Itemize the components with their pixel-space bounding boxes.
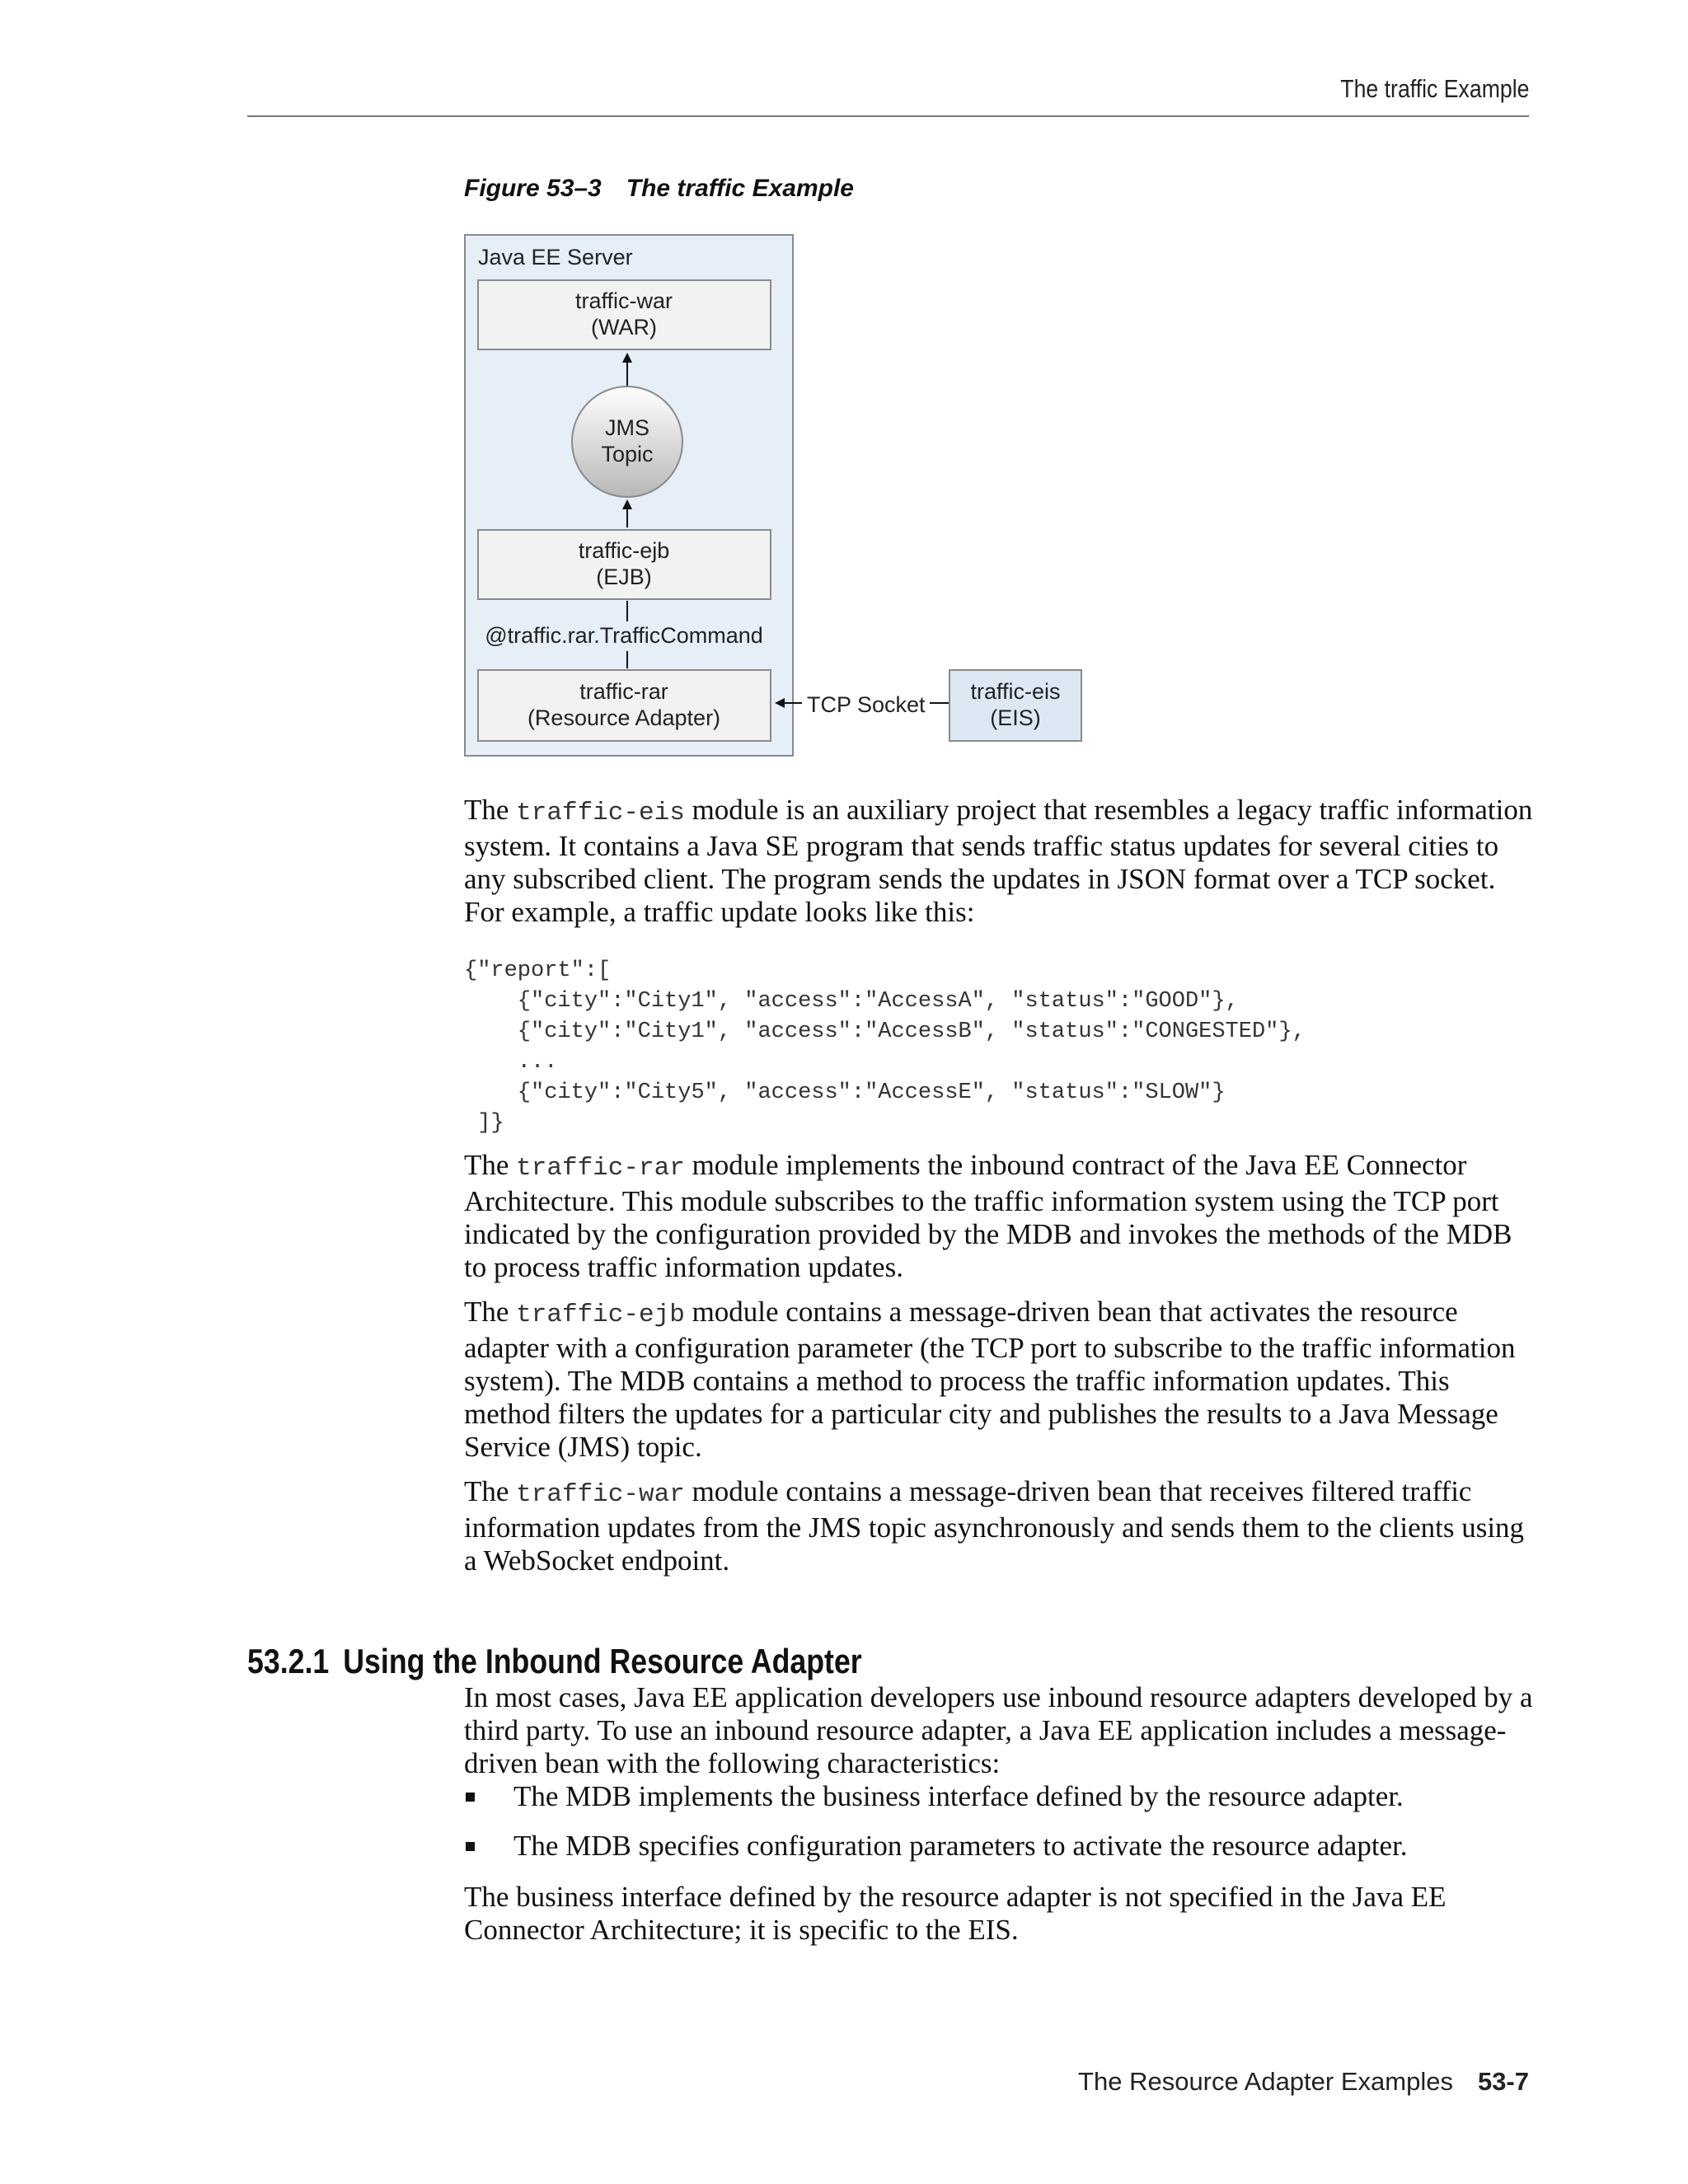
section-title: Using the Inbound Resource Adapter <box>343 1642 862 1680</box>
traffic-architecture-diagram <box>0 0 1688 791</box>
paragraph-traffic-war <box>464 1475 1536 1577</box>
code-traffic-eis: traffic-eis <box>516 799 685 827</box>
jms-topic-sphere <box>572 387 682 497</box>
rar-box-line1: traffic-rar <box>579 679 668 704</box>
page-number: 53-7 <box>1477 2067 1529 2096</box>
tcp-socket-label: TCP Socket <box>807 692 926 717</box>
p2-before: The <box>464 1149 517 1181</box>
page-footer <box>1078 2067 1529 2097</box>
list-item <box>464 1780 1536 1813</box>
bullet-text: The MDB specifies configuration parameters to activate the resource adapter. <box>513 1830 1408 1862</box>
paragraph-traffic-rar <box>464 1149 1536 1284</box>
traffic-eis-box <box>950 670 1081 741</box>
section-intro: In most cases, Java EE application developers use inbound resource adapters developed by a third party. To use an inbound resource adapter, a Java EE application includes a message-driven bean with the following characteristics: <box>464 1681 1533 1779</box>
code-traffic-rar: traffic-rar <box>516 1154 685 1183</box>
rar-box-line2: (Resource Adapter) <box>527 705 721 730</box>
jms-line1: JMS <box>605 415 649 440</box>
running-header: The traffic Example <box>1339 74 1529 103</box>
war-box-line1: traffic-war <box>574 288 673 313</box>
annotation-label: @traffic.rar.TrafficCommand <box>485 623 763 648</box>
code-traffic-ejb: traffic-ejb <box>516 1301 685 1329</box>
characteristics-list <box>464 1780 1536 1879</box>
paragraph-traffic-eis <box>464 794 1536 929</box>
list-item <box>464 1830 1536 1863</box>
traffic-war-box <box>478 280 771 349</box>
section-number: 53.2.1 <box>247 1642 330 1680</box>
figure-number: Figure 53–3 <box>464 175 602 202</box>
code-traffic-war: traffic-war <box>516 1480 685 1509</box>
p4-before: The <box>464 1475 517 1507</box>
traffic-ejb-box <box>478 530 771 599</box>
eis-box-line2: (EIS) <box>990 705 1041 730</box>
section-heading <box>247 1642 862 1681</box>
ejb-box-line1: traffic-ejb <box>578 538 670 563</box>
bullet-text: The MDB implements the business interface defined by the resource adapter. <box>513 1780 1404 1812</box>
p4-after: module contains a message-driven bean that receives filtered traffic information updates from the JMS topic asynchronously and sends them to the clients using a WebSocket endpoint. <box>464 1475 1525 1577</box>
figure-title: The traffic Example <box>626 175 854 202</box>
json-code-block: {"report":[ {"city":"City1", "access":"AccessA", "status":"GOOD"}, {"city":"City1", "access":"AccessB", "status":"CONGESTED"}, ... {"city":"City5", "access":"AccessE", "status":"SLOW"} ]} <box>464 958 1306 1136</box>
bullet-square-icon <box>466 1793 475 1802</box>
jms-line2: Topic <box>601 442 654 466</box>
section-closing: The business interface defined by the resource adapter is not specified in the Java EE Connector Architecture; it is specific to the EIS. <box>464 1881 1447 1946</box>
war-box-line2: (WAR) <box>591 315 657 340</box>
p1-after: module is an auxiliary project that resembles a legacy traffic information system. It contains a Java SE program that sends traffic status updates for several cities to any subscribed client. The program sends the updates in JSON format over a TCP socket. For example, a traffic update looks like this: <box>464 794 1533 928</box>
paragraph-traffic-ejb <box>464 1296 1536 1464</box>
p2-after: module implements the inbound contract of the Java EE Connector Architecture. This module subscribes to the traffic information system using the TCP port indicated by the configuration provided by the MDB and invokes the methods of the MDB to process traffic information updates. <box>464 1149 1512 1283</box>
ejb-box-line2: (EJB) <box>596 565 652 589</box>
eis-box-line1: traffic-eis <box>970 679 1061 704</box>
p1-before: The <box>464 794 517 826</box>
p3-after: module contains a message-driven bean that activates the resource adapter with a configuration parameter (the TCP port to subscribe to the traffic information system). The MDB contains a method to process the traffic information updates. This method filters the updates for a particular city and publishes the results to a Java Message Service (JMS) topic. <box>464 1296 1516 1463</box>
server-label: Java EE Server <box>478 245 633 269</box>
traffic-rar-box <box>478 670 771 741</box>
bullet-square-icon <box>466 1842 475 1851</box>
p3-before: The <box>464 1296 517 1328</box>
footer-chapter-title: The Resource Adapter Examples <box>1078 2067 1453 2096</box>
